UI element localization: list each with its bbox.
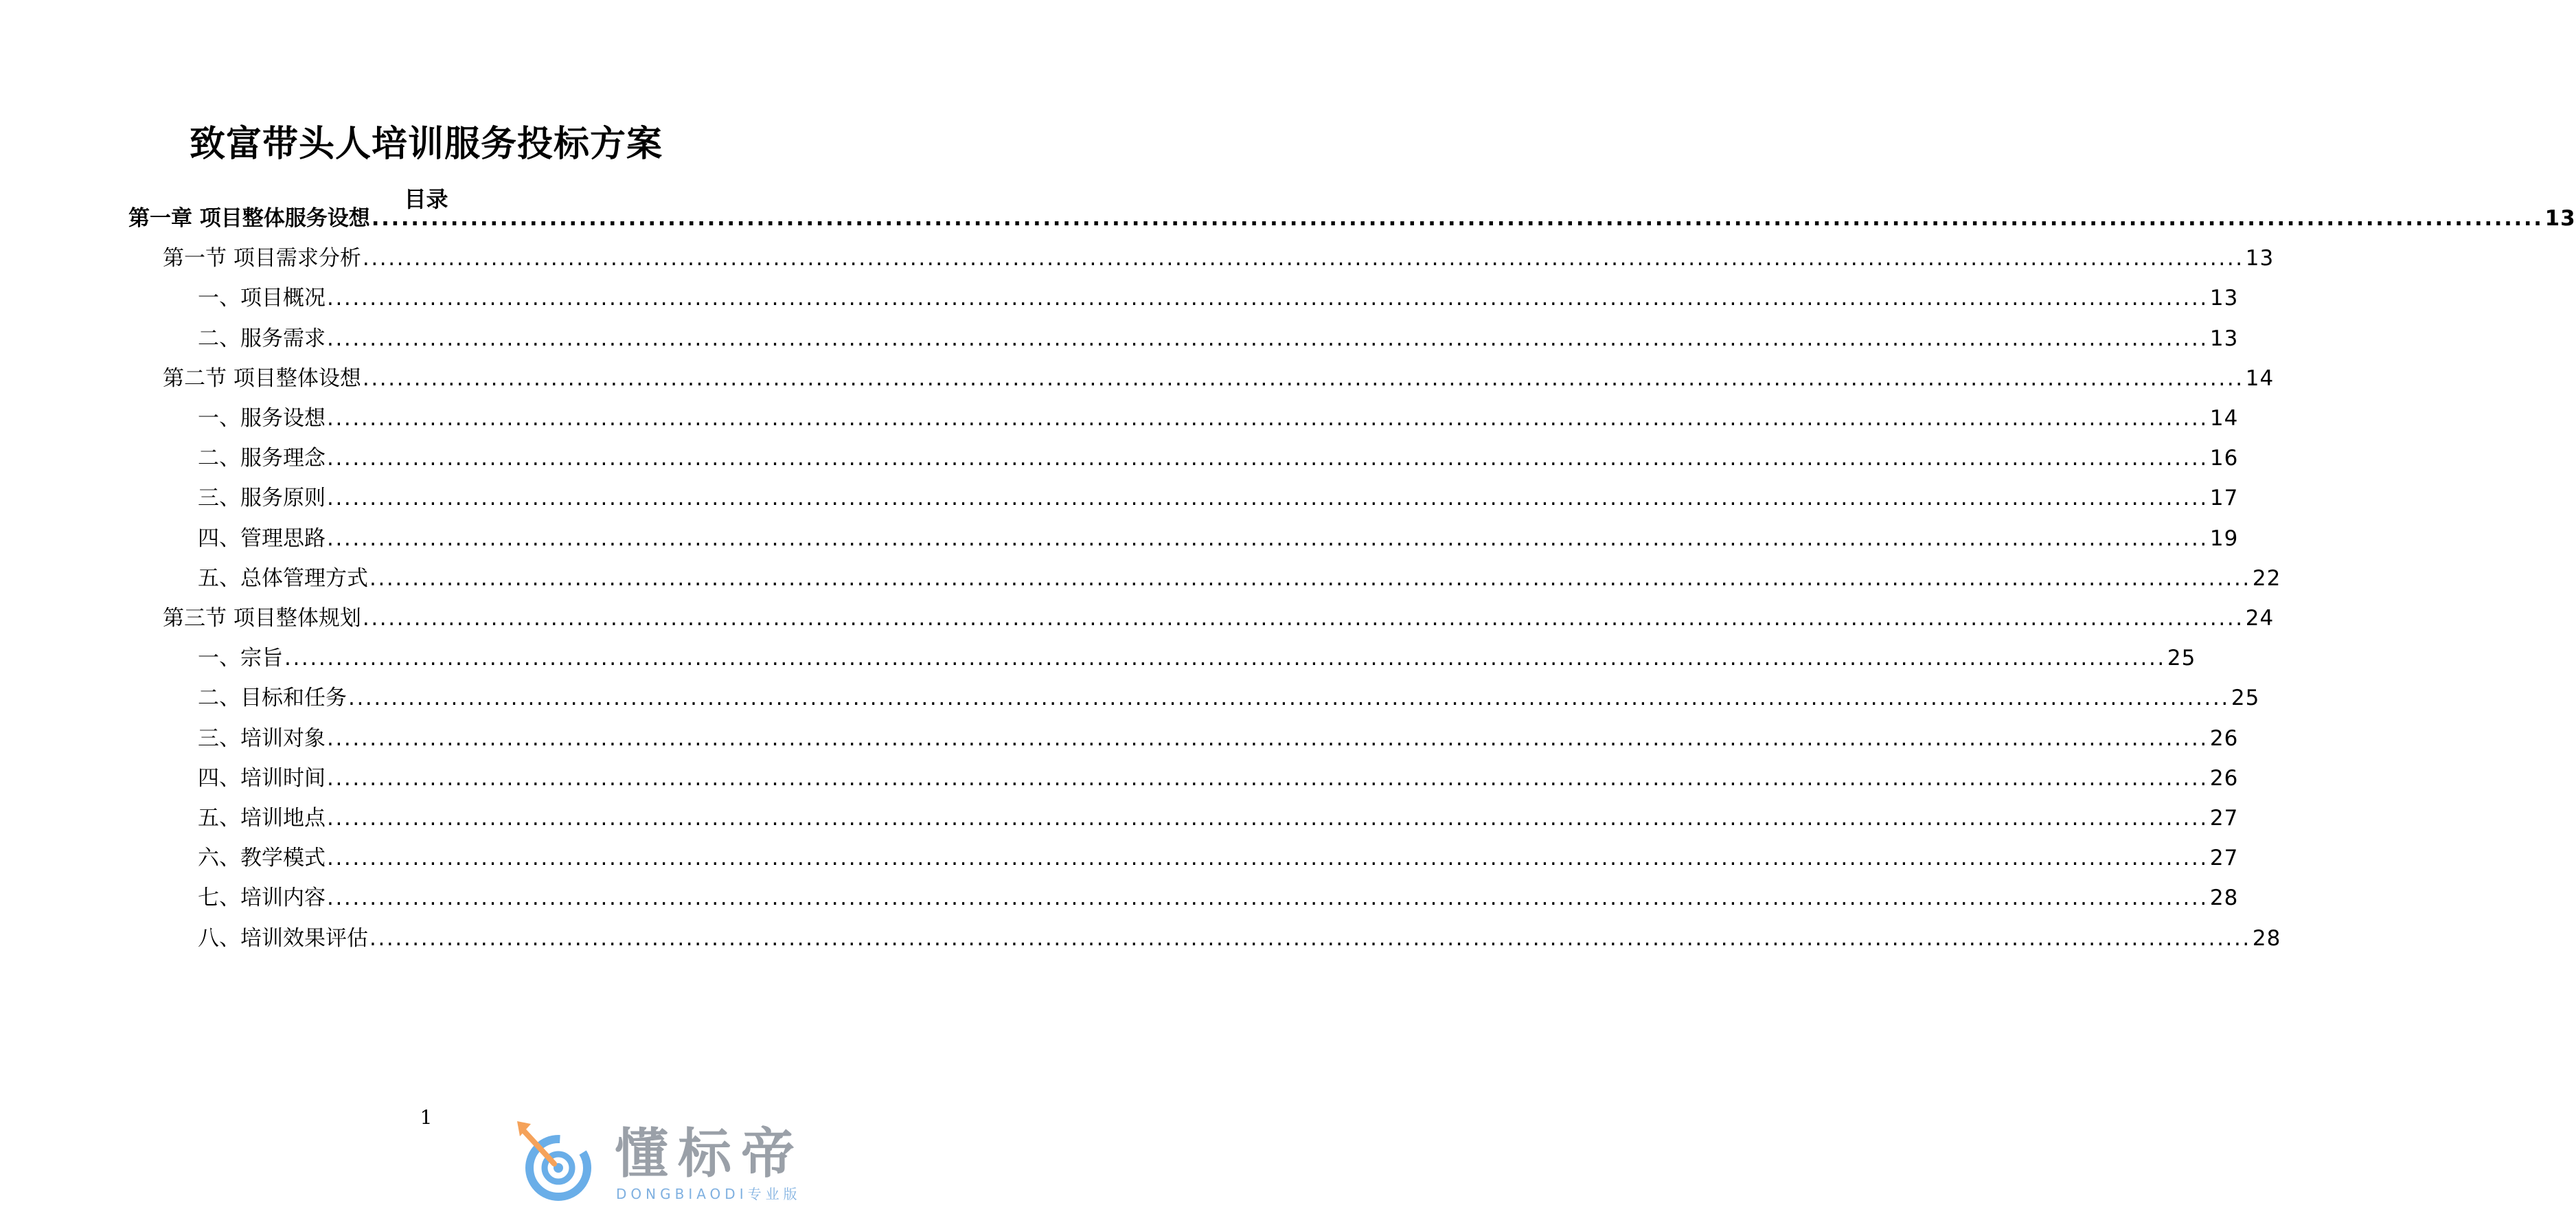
toc-entry-page: 14 (2245, 366, 2275, 391)
toc-entry[interactable] (198, 800, 2239, 832)
toc-entry-page: 26 (2209, 766, 2239, 791)
toc-entry-page: 19 (2209, 526, 2239, 551)
toc-entry-page: 27 (2209, 806, 2239, 831)
toc-heading: 目录 (404, 186, 448, 212)
toc-entry[interactable] (198, 280, 2239, 312)
toc-entry-page: 13 (2544, 206, 2576, 231)
toc-entry-title: 二、目标和任务 (198, 686, 347, 710)
toc-entry-title: 一、服务设想 (198, 406, 326, 431)
toc-leader-dots: ............................................................................................................................................................................................................................ (362, 606, 2244, 631)
toc-entry-page: 17 (2209, 486, 2239, 510)
toc-entry-page: 25 (2231, 686, 2260, 710)
toc-entry[interactable] (198, 840, 2239, 872)
toc-entry-title: 四、管理思路 (198, 526, 326, 551)
toc-entry[interactable] (198, 561, 2281, 592)
toc-leader-dots: ............................................................................................................................................................................................................................ (327, 846, 2209, 870)
toc-entry[interactable] (198, 921, 2281, 952)
toc-leader-dots: ............................................................................................................................................................................................................................ (327, 726, 2209, 751)
toc-entry-title: 第三节 项目整体规划 (163, 606, 361, 631)
toc-entry-title: 三、服务原则 (198, 486, 326, 510)
toc-entry[interactable] (198, 401, 2239, 432)
toc-leader-dots: ............................................................................................................................................................................................................................ (371, 206, 2544, 231)
watermark-subtitle: DONGBIAODI专业版 (616, 1186, 801, 1202)
toc-entry[interactable] (198, 880, 2239, 912)
toc-leader-dots: ............................................................................................................................................................................................................................ (327, 486, 2209, 510)
toc-entry[interactable] (163, 240, 2275, 272)
toc-leader-dots: ............................................................................................................................................................................................................................ (327, 806, 2209, 831)
toc-entry[interactable] (163, 600, 2275, 632)
toc-leader-dots: ............................................................................................................................................................................................................................ (327, 406, 2209, 431)
toc-leader-dots: ............................................................................................................................................................................................................................ (348, 686, 2230, 710)
toc-entry-title: 六、教学模式 (198, 846, 326, 870)
toc-entry-page: 16 (2209, 446, 2239, 471)
toc-entry-page: 13 (2209, 286, 2239, 311)
toc-entry-title: 一、项目概况 (198, 286, 326, 311)
toc-entry[interactable] (198, 521, 2239, 552)
toc-leader-dots: ............................................................................................................................................................................................................................ (369, 926, 2251, 951)
toc-entry[interactable] (198, 721, 2239, 752)
toc-leader-dots: ............................................................................................................................................................................................................................ (327, 446, 2209, 471)
toc-leader-dots: ............................................................................................................................................................................................................................ (327, 526, 2209, 551)
document-title: 致富带头人培训服务投标方案 (189, 124, 663, 165)
toc-entry-page: 14 (2209, 406, 2239, 431)
toc-entry-title: 第一章 项目整体服务设想 (128, 206, 370, 231)
toc-entry[interactable] (198, 640, 2196, 672)
toc-entry-title: 第一节 项目需求分析 (163, 246, 361, 271)
toc-entry[interactable] (198, 480, 2239, 512)
toc-entry[interactable] (198, 761, 2239, 792)
toc-entry-page: 22 (2252, 566, 2281, 591)
toc-entry-title: 三、培训对象 (198, 726, 326, 751)
toc-entry-title: 五、培训地点 (198, 806, 326, 831)
toc-entry[interactable] (198, 321, 2239, 352)
toc-entry-page: 27 (2209, 846, 2239, 870)
toc-entry-title: 五、总体管理方式 (198, 566, 368, 591)
watermark-name: 懂标帝 (615, 1123, 805, 1185)
toc-entry-page: 24 (2245, 606, 2275, 631)
toc-entry[interactable] (198, 440, 2239, 472)
page-number: 1 (420, 1106, 433, 1129)
toc-entry[interactable] (128, 201, 2576, 232)
toc-leader-dots: ............................................................................................................................................................................................................................ (327, 766, 2209, 791)
toc-leader-dots: ............................................................................................................................................................................................................................ (284, 646, 2166, 671)
toc-entry-page: 13 (2209, 326, 2239, 351)
toc-leader-dots: ............................................................................................................................................................................................................................ (327, 326, 2209, 351)
toc-entry-page: 13 (2245, 246, 2275, 271)
toc-entry[interactable] (198, 680, 2260, 712)
toc-entry-title: 八、培训效果评估 (198, 926, 368, 951)
toc-entry-title: 七、培训内容 (198, 886, 326, 910)
toc-entry-page: 28 (2252, 926, 2281, 951)
toc-entry-title: 二、服务理念 (198, 446, 326, 471)
toc-leader-dots: ............................................................................................................................................................................................................................ (362, 246, 2244, 271)
toc-leader-dots: ............................................................................................................................................................................................................................ (362, 366, 2244, 391)
toc-entry-title: 第二节 项目整体设想 (163, 366, 361, 391)
toc-entry-title: 一、宗旨 (198, 646, 283, 671)
toc-entry-title: 四、培训时间 (198, 766, 326, 791)
toc-leader-dots: ............................................................................................................................................................................................................................ (327, 886, 2209, 910)
watermark (512, 1118, 852, 1205)
toc-entry[interactable] (163, 361, 2275, 392)
toc-entry-title: 二、服务需求 (198, 326, 326, 351)
toc-entry-page: 26 (2209, 726, 2239, 751)
target-arrow-icon (512, 1118, 597, 1205)
toc-entry-page: 25 (2167, 646, 2196, 671)
toc-entry-page: 28 (2209, 886, 2239, 910)
toc-leader-dots: ............................................................................................................................................................................................................................ (369, 566, 2251, 591)
toc-leader-dots: ............................................................................................................................................................................................................................ (327, 286, 2209, 311)
